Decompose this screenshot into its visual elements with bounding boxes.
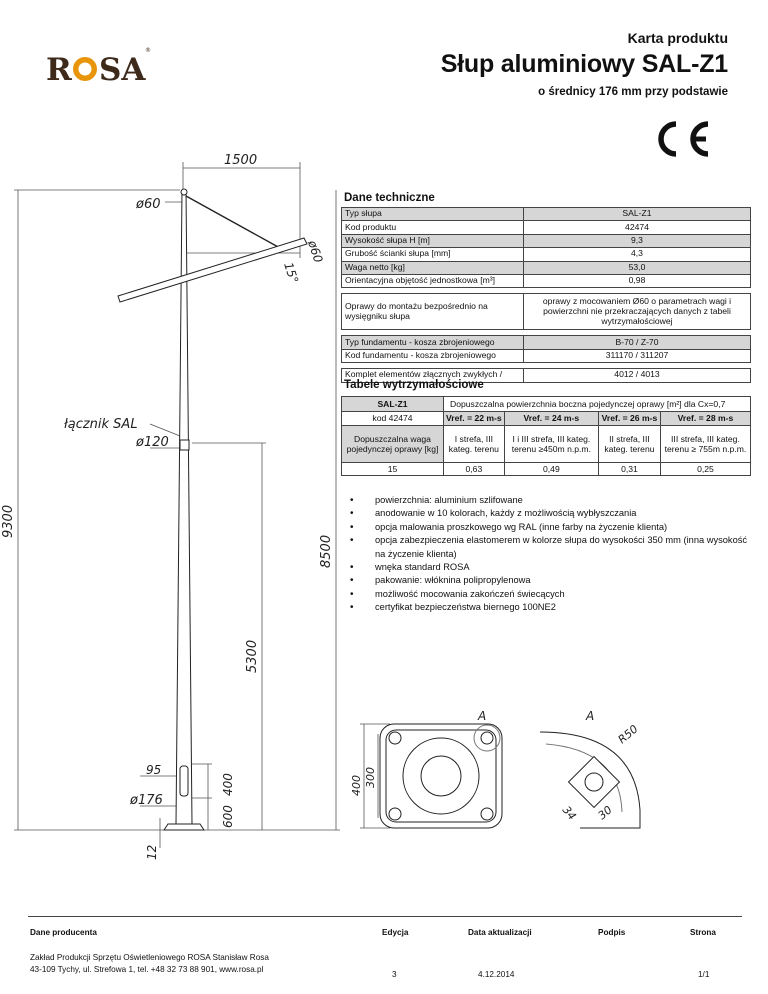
- vref-header: Vref. = 28 m-s: [660, 412, 750, 426]
- list-item: • anodowanie w 10 kolorach, każdy z możliwością wybłyszczania: [350, 507, 750, 520]
- svg-text:SA: SA: [99, 52, 146, 88]
- pole-technical-drawing: [0, 148, 360, 868]
- dim-plate-inner: 300: [364, 767, 377, 788]
- dim-plate-width: 400: [350, 775, 363, 796]
- dim-top-diameter: ø60: [136, 197, 161, 212]
- tech-label: Kod produktu: [342, 221, 524, 234]
- list-item: • opcja zabezpieczenia elastomerem w kolorze słupa do wysokości 350 mm (inna wysokość na życzenie klienta): [350, 534, 750, 561]
- foundation-type-label: Typ fundamentu - kosza zbrojeniowego: [342, 336, 524, 349]
- dim-detail-34: 34: [559, 803, 579, 823]
- dim-arm-diameter: ø60: [305, 238, 326, 265]
- vref-header: Vref. = 24 m-s: [504, 412, 598, 426]
- luminaire-label: Oprawy do montażu bezpośrednio na wysięgniku słupa: [342, 294, 524, 330]
- tech-label: Waga netto [kg]: [342, 261, 524, 274]
- svg-text:®: ®: [145, 47, 151, 54]
- tech-value: SAL-Z1: [524, 208, 751, 221]
- tech-label: Orientacyjna objętość jednostkowa [m³]: [342, 274, 524, 287]
- dim-door-height: 400: [221, 773, 235, 796]
- update-label: Data aktualizacji: [468, 928, 532, 937]
- area-value: 0,25: [660, 463, 750, 476]
- strength-product: SAL-Z1: [342, 397, 444, 412]
- foundation-code-label: Kod fundamentu - kosza zbrojeniowego: [342, 349, 524, 362]
- weight-header: Dopuszczalna waga pojedynczej oprawy [kg]: [342, 426, 444, 463]
- page-label: Strona: [690, 928, 716, 937]
- vref-header: Vref. = 22 m-s: [444, 412, 505, 426]
- vref-header: Vref. = 26 m-s: [598, 412, 660, 426]
- tech-value: 53,0: [524, 261, 751, 274]
- rosa-logo: [44, 44, 154, 90]
- weight-value: 15: [342, 463, 444, 476]
- foundation-code-value: 311170 / 311207: [524, 349, 751, 362]
- zone-cell: I i III strefa, III kateg. terenu ≥450m n.p.m.: [504, 426, 598, 463]
- producer-label: Dane producenta: [30, 928, 97, 937]
- tech-heading: Dane techniczne: [344, 192, 435, 204]
- connector-label: łącznik SAL: [64, 417, 138, 432]
- dim-arm-length: 1500: [224, 153, 258, 168]
- tech-label: Typ słupa: [342, 208, 524, 221]
- kit-label: Komplet elementów złącznych zwykłych /: [342, 369, 524, 382]
- list-item: • wnęka standard ROSA: [350, 561, 750, 574]
- strength-code: kod 42474: [342, 412, 444, 426]
- zone-cell: III strefa, III kateg. terenu ≥ 755m n.p.m.: [660, 426, 750, 463]
- page-title: Słup aluminiowy SAL-Z1: [440, 50, 728, 78]
- tech-value: 0,98: [524, 274, 751, 287]
- dim-base-height: 12: [145, 844, 159, 860]
- producer-info: [30, 952, 269, 975]
- foundation-type-value: B-70 / Z-70: [524, 336, 751, 349]
- area-value: 0,63: [444, 463, 505, 476]
- strength-table: [341, 396, 751, 476]
- list-item: • możliwość mocowania zakończeń świecących: [350, 588, 750, 601]
- page-subtitle: o średnicy 176 mm przy podstawie: [538, 86, 728, 98]
- area-value: 0,31: [598, 463, 660, 476]
- detail-label-a-2: A: [586, 709, 595, 723]
- list-item: • certyfikat bezpieczeństwa biernego 100NE2: [350, 601, 750, 614]
- strength-heading: Tabele wytrzymałościowe: [344, 379, 484, 391]
- signature-label: Podpis: [598, 928, 626, 937]
- dim-detail-30: 30: [595, 803, 615, 823]
- tech-label: Wysokość słupa H [m]: [342, 234, 524, 247]
- dim-door-offset: 600: [221, 805, 235, 828]
- luminaire-value: oprawy z mocowaniem Ø60 o parametrach wagi i powierzchni nie przekraczających danych z tabeli wytrzymałościowej: [524, 294, 751, 330]
- ce-mark-icon: [650, 118, 712, 160]
- list-item: • opcja malowania proszkowego wg RAL (inne farby na życzenie klienta): [350, 521, 750, 534]
- list-item: • pakowanie: włóknina polipropylenowa: [350, 574, 750, 587]
- edition-label: Edycja: [382, 928, 409, 937]
- dim-lower-section: 5300: [245, 639, 260, 673]
- zone-cell: II strefa, III kateg. terenu: [598, 426, 660, 463]
- document-type: Karta produktu: [627, 30, 728, 46]
- footer-divider: [28, 916, 742, 917]
- tech-value: 9,3: [524, 234, 751, 247]
- producer-line: 43-109 Tychy, ul. Strefowa 1, tel. +48 32 73 88 901, www.rosa.pl: [30, 964, 264, 974]
- tech-value: 42474: [524, 221, 751, 234]
- kit-value: 4012 / 4013: [524, 369, 751, 382]
- area-value: 0,49: [504, 463, 598, 476]
- tech-value: 4,3: [524, 248, 751, 261]
- update-value: 4.12.2014: [478, 970, 515, 979]
- producer-line: Zakład Produkcji Sprzętu Oświetleniowego ROSA Stanisław Rosa: [30, 953, 269, 962]
- base-plate-drawing: [350, 700, 650, 860]
- dim-radius: R50: [615, 722, 641, 747]
- svg-text:R: R: [46, 52, 72, 88]
- dim-mid-diameter: ø120: [136, 435, 169, 450]
- tech-data-table: [341, 207, 751, 383]
- detail-label-a: A: [478, 709, 487, 723]
- zone-cell: I strefa, III kateg. terenu: [444, 426, 505, 463]
- area-header: Dopuszczalna powierzchnia boczna pojedynczej oprawy [m²] dla Cx=0,7: [444, 397, 751, 412]
- dim-base-diameter: ø176: [130, 793, 163, 808]
- dim-arm-angle: 15°: [281, 260, 302, 286]
- tech-label: Grubość ścianki słupa [mm]: [342, 248, 524, 261]
- page-number: 1/1: [698, 970, 710, 979]
- dim-total-height: 9300: [1, 504, 16, 538]
- list-item: • powierzchnia: aluminium szlifowane: [350, 494, 750, 507]
- dim-door-width: 95: [146, 763, 162, 777]
- edition-value: 3: [392, 970, 397, 979]
- feature-list: [350, 494, 750, 615]
- dim-height-above-ground: 8500: [319, 534, 334, 568]
